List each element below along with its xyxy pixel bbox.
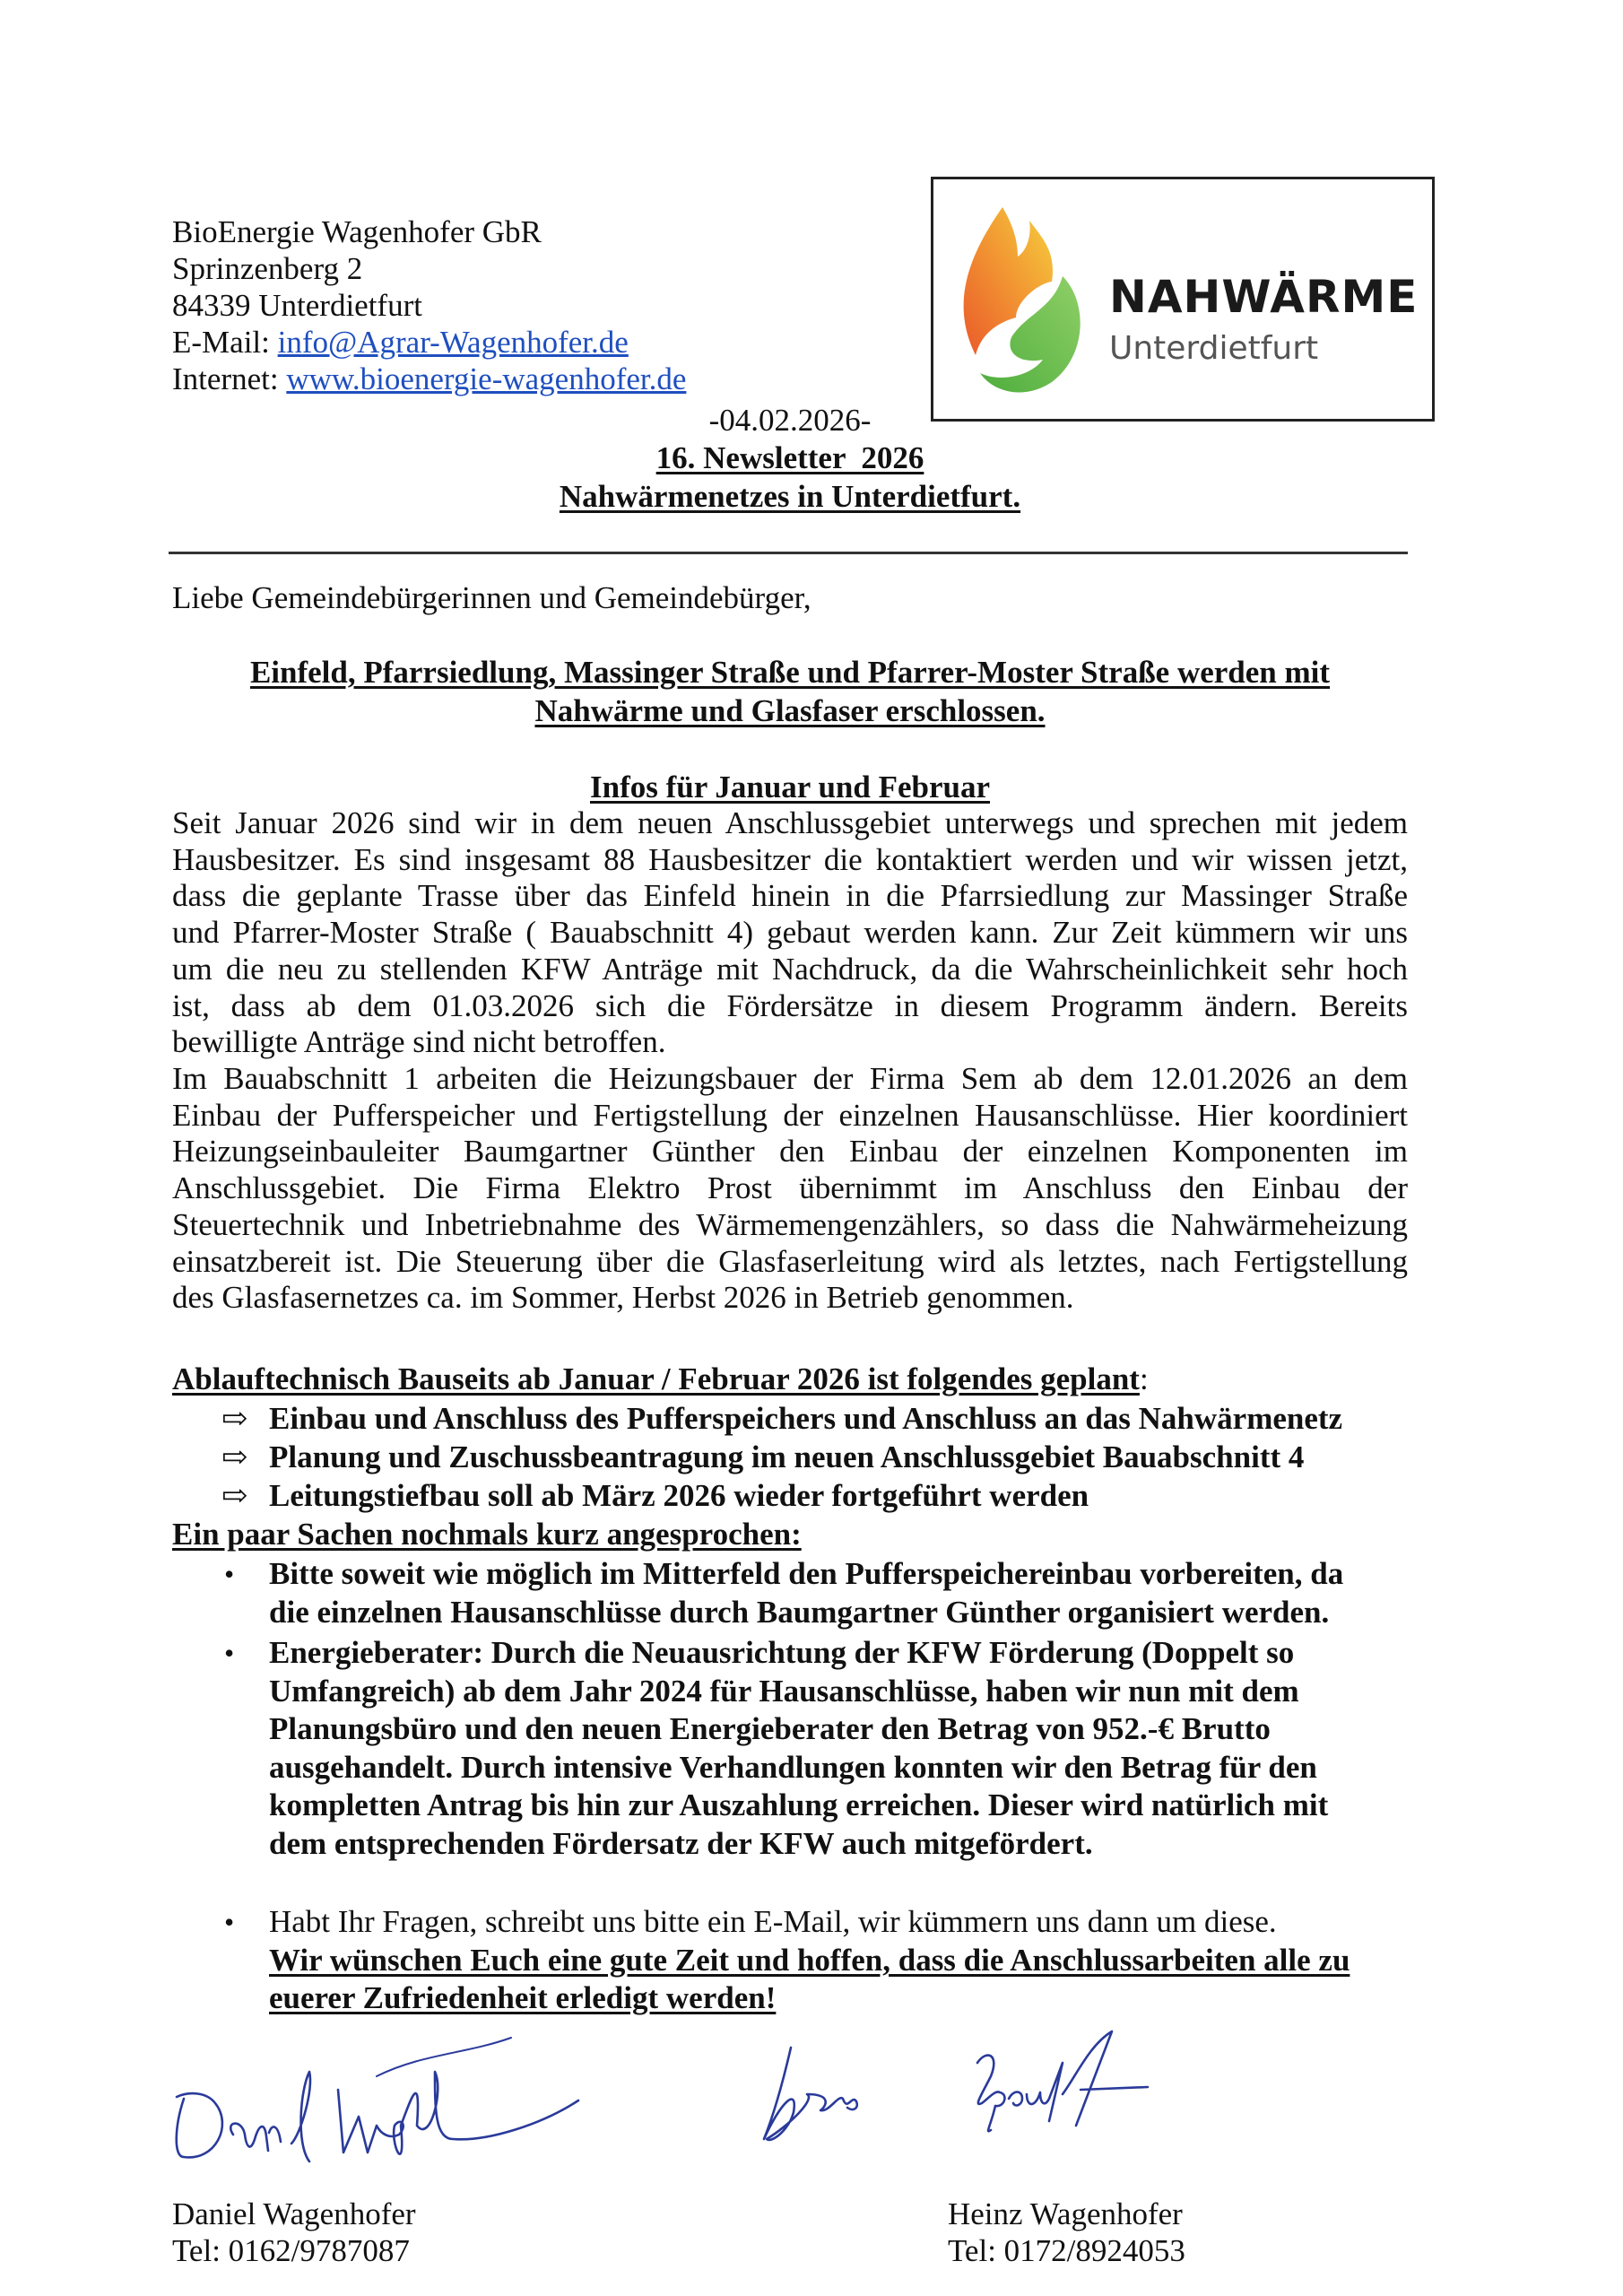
notes-heading [172, 1516, 802, 1552]
newsletter-title [172, 439, 1408, 476]
plan-item-text: Einbau und Anschluss des Pufferspeichers und Anschluss an das Nahwärmenetz [269, 1401, 1343, 1436]
logo-subtitle: Unterdietfurt [1109, 330, 1319, 367]
paragraph-line: des Glasfasernetzes ca. im Sommer, Herbst 2026 in Betrieb genommen. [172, 1280, 1074, 1316]
paragraph-line: bewilligte Anträge sind nicht betroffen. [172, 1024, 666, 1060]
notes-heading-text: Ein paar Sachen nochmals kurz angesprochen: [172, 1517, 802, 1552]
bullet-line: Planungsbüro und den neuen Energieberater den Betrag von 952.-€ Brutto [269, 1711, 1271, 1746]
bullet-line: ausgehandelt. Durch intensive Verhandlungen konnten wir den Betrag für den [269, 1749, 1317, 1785]
bullet-icon: • [224, 1637, 235, 1669]
signatory-tel-1: Tel: 0162/9787087 [172, 2233, 410, 2268]
paragraph-2 [172, 1061, 1408, 1317]
arrow-right-icon: ⇨ [221, 1478, 248, 1513]
paragraph-line: um die neu zu stellenden KFW Anträge mit Nachdruck, da die Wahrscheinlichkeit sehr hoch [172, 951, 1408, 987]
sender-city: 84339 Unterdietfurt [172, 288, 422, 323]
signatory-name-1: Daniel Wagenhofer [172, 2196, 416, 2231]
bullet-icon: • [224, 1906, 235, 1938]
sender-web-row [172, 361, 686, 397]
bullet-line: die einzelnen Hausanschlüsse durch Baumgartner Günther organisiert werden. [269, 1594, 1330, 1630]
paragraph-line: Einbau der Pufferspeicher und Fertigstellung der einzelnen Hausanschlüsse. Hier koordiniert [172, 1097, 1408, 1133]
paragraph-line: Steuertechnik und Inbetriebnahme des Wärmemengenzählers, so dass die Nahwärmeheizung [172, 1206, 1408, 1242]
plan-heading [172, 1361, 1149, 1397]
newsletter-subtitle-text: Nahwärmenetzes in Unterdietfurt. [559, 479, 1021, 514]
paragraph-line: und Pfarrer-Moster Straße ( Bauabschnitt 4) gebaut werden kann. Zur Zeit kümmern wir uns [172, 915, 1408, 951]
paragraph-line: einsatzbereit ist. Die Steuerung über die Glasfaserleitung wird als letztes, nach Fertigstellung [172, 1243, 1408, 1279]
paragraph-line: ist, dass ab dem 01.03.2026 sich die Fördersätze in diesem Programm ändern. Bereits [172, 987, 1408, 1023]
arrow-right-icon: ⇨ [221, 1439, 248, 1474]
signature-flourish [368, 2018, 529, 2108]
paragraph-line: Hausbesitzer. Es sind insgesamt 88 Hausbesitzer die kontaktiert werden und wir wissen jetzt, [172, 841, 1408, 877]
website-link[interactable]: www.bioenergie-wagenhofer.de [286, 361, 687, 396]
email-link[interactable]: info@Agrar-Wagenhofer.de [277, 325, 629, 360]
paragraph-line: Seit Januar 2026 sind wir in dem neuen Anschlussgebiet unterwegs und sprechen mit jedem [172, 805, 1408, 840]
closing-line-1: Wir wünschen Euch eine gute Zeit und hoffen, dass die Anschlussarbeiten alle zu [269, 1942, 1350, 1978]
nahwaerme-logo [931, 177, 1435, 422]
headline-text-1: Einfeld, Pfarrsiedlung, Massinger Straße und Pfarrer-Moster Straße werden mit [249, 655, 1331, 690]
bullet-line: dem entsprechenden Fördersatz der KFW auch mitgefördert. [269, 1825, 1093, 1861]
paragraph-line: Anschlussgebiet. Die Firma Elektro Prost übernimmt im Anschluss den Einbau der [172, 1170, 1408, 1206]
closing-line-2: euerer Zufriedenheit erledigt werden! [269, 1980, 777, 2015]
signatory-name-2: Heinz Wagenhofer [948, 2196, 1183, 2231]
bullet-line: Energieberater: Durch die Neuausrichtung der KFW Förderung (Doppelt so [269, 1635, 1295, 1670]
plan-item-text: Leitungstiefbau soll ab März 2026 wieder fortgeführt werden [269, 1478, 1089, 1513]
signature-heinz [753, 2022, 1291, 2166]
headline-text-2: Nahwärme und Glasfaser erschlossen. [534, 693, 1046, 728]
paragraph-line: dass die geplante Trasse über das Einfeld hinein in die Pfarrsiedlung zur Massinger Straße [172, 878, 1408, 914]
section-title [172, 769, 1408, 805]
paragraph-1 [172, 805, 1408, 1061]
paragraph-line: Heizungseinbauleiter Baumgartner Günther den Einbau der einzelnen Komponenten im [172, 1134, 1408, 1170]
note-bullet-3 [172, 1903, 1428, 2018]
newsletter-date: -04.02.2026- [708, 403, 872, 438]
plan-heading-colon: : [1139, 1361, 1149, 1396]
signatory-tel-2: Tel: 0172/8924053 [948, 2233, 1185, 2268]
horizontal-divider [169, 552, 1408, 554]
headline-line-1 [172, 654, 1408, 691]
bullet-line: Habt Ihr Fragen, schreibt uns bitte ein E-Mail, wir kümmern uns dann um diese. [269, 1904, 1277, 1939]
note-bullet-2 [172, 1634, 1428, 1863]
greeting: Liebe Gemeindebürgerinnen und Gemeindebürger, [172, 580, 812, 615]
logo-title: NAHWÄRME [1109, 271, 1419, 323]
sender-email-row [172, 324, 629, 361]
flame-leaf-icon [953, 203, 1106, 400]
paragraph-line: Im Bauabschnitt 1 arbeiten die Heizungsbauer der Firma Sem ab dem 12.01.2026 an dem [172, 1061, 1408, 1096]
headline-line-2 [172, 692, 1408, 729]
plan-item [172, 1399, 1428, 1438]
sender-company: BioEnergie Wagenhofer GbR [172, 214, 542, 249]
plan-item-text: Planung und Zuschussbeantragung im neuen Anschlussgebiet Bauabschnitt 4 [269, 1439, 1305, 1474]
newsletter-title-text: 16. Newsletter 2026 [655, 440, 924, 475]
plan-item [172, 1476, 1428, 1515]
plan-item [172, 1438, 1428, 1476]
note-bullet-1 [172, 1555, 1428, 1631]
sender-street: Sprinzenberg 2 [172, 251, 363, 286]
newsletter-subtitle [172, 478, 1408, 515]
email-label: E-Mail: [172, 325, 278, 360]
bullet-line: Bitte soweit wie möglich im Mitterfeld den Pufferspeichereinbau vorbereiten, da [269, 1556, 1344, 1591]
arrow-right-icon: ⇨ [221, 1401, 248, 1436]
web-label: Internet: [172, 361, 287, 396]
plan-heading-text: Ablauftechnisch Bauseits ab Januar / Februar 2026 ist folgendes geplant [172, 1361, 1140, 1396]
bullet-icon: • [224, 1558, 235, 1590]
bullet-line: kompletten Antrag bis hin zur Auszahlung erreichen. Dieser wird natürlich mit [269, 1787, 1329, 1822]
bullet-line: Umfangreich) ab dem Jahr 2024 für Hausanschlüsse, haben wir nun mit dem [269, 1673, 1299, 1709]
section-title-text: Infos für Januar und Februar [589, 770, 991, 804]
